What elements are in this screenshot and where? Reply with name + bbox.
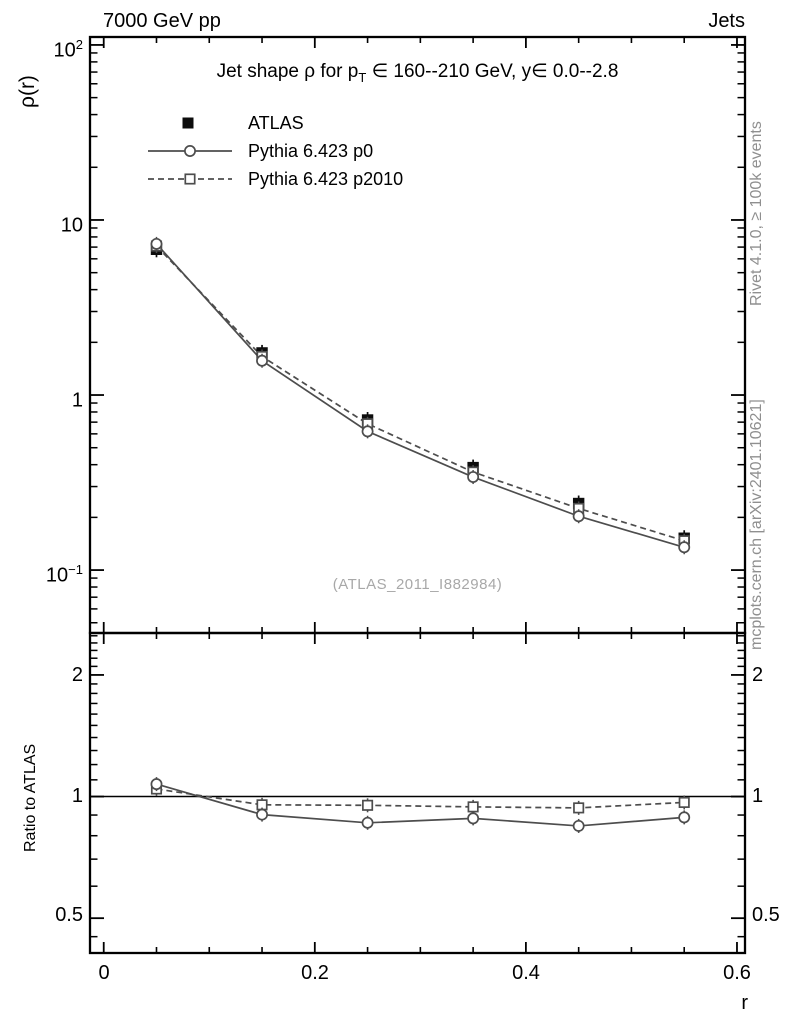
x-tick-label-0: 0 xyxy=(98,962,110,984)
filled-square-marker-icon xyxy=(146,112,234,134)
x-axis-title: r xyxy=(741,992,748,1014)
beam-label: 7000 GeV pp xyxy=(103,10,221,32)
y-tick-label-1: 1 xyxy=(71,389,83,412)
x-tick-label-0p2: 0.2 xyxy=(301,962,329,984)
ratio-tick-label-0p5-right: 0.5 xyxy=(752,904,780,926)
legend-entry-pythia-p0 xyxy=(146,137,403,165)
ratio-tick-label-0p5-left: 0.5 xyxy=(55,904,83,926)
ratio-tick-label-2-left: 2 xyxy=(71,664,83,686)
ratio-tick-label-2-right: 2 xyxy=(752,664,764,686)
x-tick-label-0p4: 0.4 xyxy=(512,962,540,984)
y-tick-label-0p1: $10^{-1}$ xyxy=(45,562,83,587)
plot-title: Jet shape ρ for $p_T$ ∈ 160--210 GeV, y∈ 0.0--2.8 xyxy=(216,61,619,85)
analysis-group-label: Jets xyxy=(708,10,745,32)
y-tick-label-10: 10 xyxy=(60,214,83,237)
legend-entry-atlas xyxy=(146,109,403,137)
legend-entry-pythia-p2010 xyxy=(146,165,403,193)
ratio-axis-title: Ratio to ATLAS xyxy=(22,743,39,852)
legend-label: ATLAS xyxy=(248,112,304,133)
rivet-version-note: Rivet 4.1.0, ≥ 100k events xyxy=(748,121,765,306)
x-tick-label-0p6: 0.6 xyxy=(723,962,751,984)
analysis-id-watermark: (ATLAS_2011_I882984) xyxy=(332,576,503,593)
legend-label: Pythia 6.423 p0 xyxy=(248,140,374,161)
legend-label: Pythia 6.423 p2010 xyxy=(248,168,404,189)
y-axis-title: ρ(r) xyxy=(16,75,39,108)
legend xyxy=(146,109,403,193)
dashed-line-square-marker-icon xyxy=(146,168,234,190)
y-tick-label-100: $10^2$ xyxy=(53,37,83,62)
mcplots-arxiv-note: mcplots.cern.ch [arXiv:2401.10621] xyxy=(748,399,765,650)
ratio-tick-label-1-left: 1 xyxy=(71,785,83,807)
solid-line-circle-marker-icon xyxy=(146,140,234,162)
ratio-tick-label-1-right: 1 xyxy=(752,785,764,807)
